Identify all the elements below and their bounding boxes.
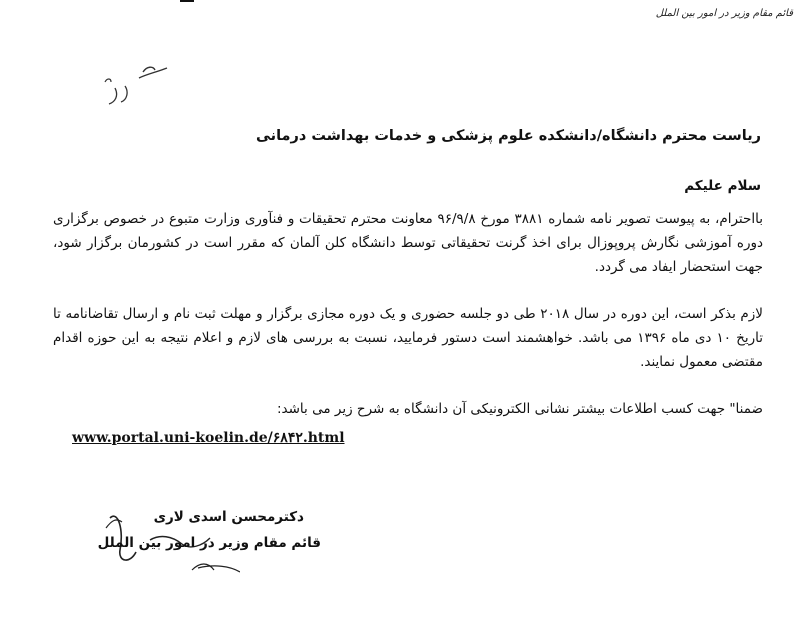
body-paragraph-2: لازم بذکر است، این دوره در سال ۲۰۱۸ طی دو جلسه حضوری و یک دوره مجازی برگزار و مهلت ثبت نام و ارسال تقاضانامه تا تاریخ ۱۰ دی ماه ۱۳۹۶ می باشد. خواهشمند است دستور فرمایید، نسبت به بررسی های لازم و اعلام نتیجه به این حوزه اقدام مقتضی معمول نمایند. (53, 306, 763, 370)
recipient-line: ریاست محترم دانشگاه/دانشکده علوم پزشکی و خدمات بهداشت درمانی (255, 128, 761, 144)
signatory-title: قائم مقام وزیر در امور بین الملل (97, 535, 321, 551)
body-paragraph-1: بااحترام، به پیوست تصویر نامه شماره ۳۸۸۱ مورخ ۹۶/۹/۸ معاونت محترم تحقیقات و فنآوری وزارت متبوع در خصوص برگزاری دوره آموزشی نگارش پروپوزال برای اخذ گرنت تحقیقاتی توسط دانشگاه کلن آلمان که مقرر است در کشورمان برگزار شود، جهت استحضار ایفاد می گردد. (53, 211, 763, 275)
website-link[interactable]: www.portal.uni-koelin.de/۶۸۴۲.html (72, 430, 345, 446)
body-paragraph-3: ضمنا" جهت کسب اطلاعات بیشتر نشانی الکترونیکی آن دانشگاه به شرح زیر می باشد: (276, 401, 763, 417)
salutation: سلام علیکم (684, 178, 761, 194)
signatory-name: دکترمحسن اسدی لاری (153, 509, 304, 525)
top-edge-mark (180, 0, 194, 2)
sender-note: قائم مقام وزیر در امور بین الملل (655, 8, 793, 19)
handwritten-annotation (95, 58, 175, 118)
